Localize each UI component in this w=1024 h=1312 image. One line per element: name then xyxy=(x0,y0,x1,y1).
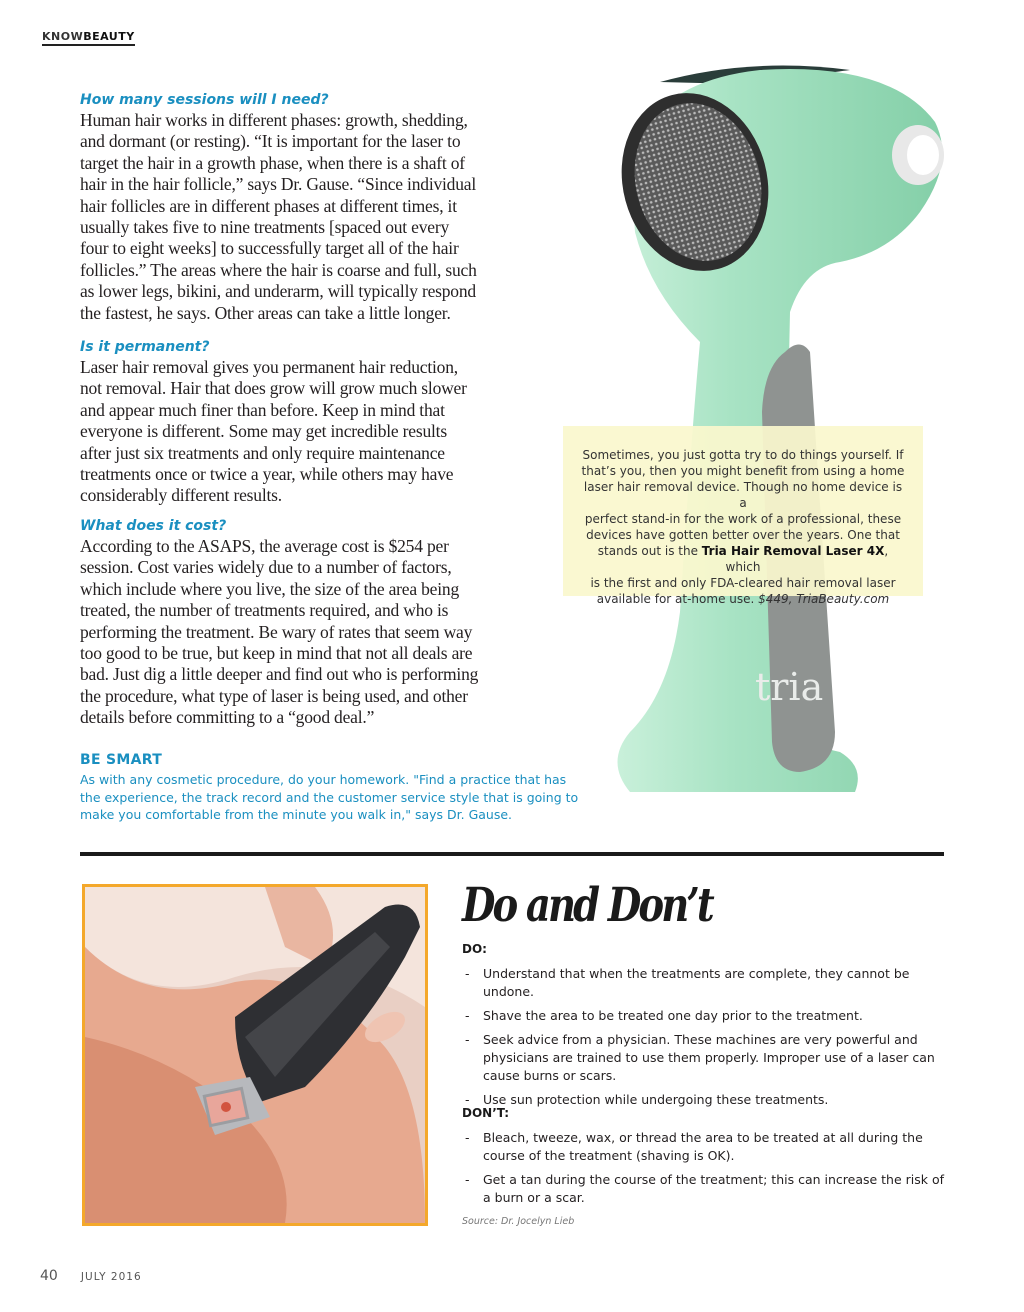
dont-list xyxy=(462,1129,952,1213)
list-item: - Seek advice from a physician. These machines are very powerful and physicians are trained to use them properly. Improper use of a laser can cause burns or scars. xyxy=(465,1032,935,1083)
do-and-dont-title: Do and Don’t xyxy=(462,878,712,933)
page-number: 40 xyxy=(40,1268,58,1284)
question-heading: How many sessions will I need? xyxy=(80,92,329,108)
section-divider xyxy=(80,852,944,856)
treatment-photo xyxy=(82,884,428,1226)
callout-line: perfect stand-in for the work of a professional, these xyxy=(584,512,902,526)
product-price: $449, TriaBeauty.com xyxy=(758,592,890,606)
paragraph-line: Laser hair removal gives you permanent hair reduction, xyxy=(80,357,458,377)
kicker-beauty: BEAUTY xyxy=(83,30,135,43)
do-label: DO: xyxy=(462,942,487,956)
list-item: - Understand that when the treatments are complete, they cannot be undone. xyxy=(465,966,910,999)
paragraph-line: the fastest, he says. Other areas can take a little longer. xyxy=(80,302,451,323)
be-smart-box xyxy=(80,752,580,824)
paragraph-line: which include where you live, the size of the area being xyxy=(80,578,459,599)
list-item-text: Understand that when the treatments are complete, they cannot be undone. xyxy=(483,966,910,999)
callout-line: available for at-home use. xyxy=(596,592,759,606)
paragraph-line: hair in the hair follicle,” says Dr. Gause. “Since individual xyxy=(80,174,477,195)
callout-line: is the first and only FDA-cleared hair removal laser xyxy=(590,576,896,590)
paragraph-line: and appear much finer than before. Keep in mind that xyxy=(80,399,445,420)
paragraph-line: considerably different results. xyxy=(80,485,282,506)
callout-line: that’s you, then you might benefit from using a home xyxy=(581,464,905,478)
paragraph-line: session. Cost varies widely due to a number of factors, xyxy=(80,557,452,578)
be-smart-line: make you comfortable from the minute you walk in," says Dr. Gause. xyxy=(80,807,513,823)
paragraph-line: hair follicles are in different phases at different times, it xyxy=(80,195,457,216)
paragraph-line: as lower legs, bikini, and underarm, will typically respond xyxy=(80,281,476,302)
paragraph-line: treated, the number of treatments required, and who is xyxy=(80,600,449,621)
answer-paragraph xyxy=(80,110,477,324)
section-kicker xyxy=(42,30,135,46)
be-smart-line: the experience, the track record and the customer service style that is going to xyxy=(80,789,579,805)
list-item-text: Shave the area to be treated one day prior to the treatment. xyxy=(483,1008,863,1023)
leg-laser-photo xyxy=(85,887,425,1223)
callout-line: stands out is the xyxy=(597,544,702,558)
section-cost xyxy=(80,516,478,729)
list-item-text: Seek advice from a physician. These machines are very powerful and physicians are trained to use them properly. Improper use of a laser can cause burns or scars. xyxy=(483,1032,935,1083)
callout-line: devices have gotten better over the years. One that xyxy=(586,528,900,542)
answer-paragraph xyxy=(80,357,467,507)
source-credit: Source: Dr. Jocelyn Lieb xyxy=(462,1216,575,1227)
be-smart-text xyxy=(80,771,580,824)
list-item-text: Bleach, tweeze, wax, or thread the area to be treated at all during the course of the treatment (shaving is OK). xyxy=(483,1130,923,1163)
paragraph-line: treatments once or twice a year, while others may have xyxy=(80,464,454,485)
answer-paragraph xyxy=(80,536,478,729)
page-footer xyxy=(40,1265,142,1284)
paragraph-line: According to the ASAPS, the average cost is $254 per xyxy=(80,536,449,556)
product-name: Tria Hair Removal Laser 4X xyxy=(701,544,885,558)
question-heading: What does it cost? xyxy=(80,518,227,534)
paragraph-line: Human hair works in different phases: growth, shedding, xyxy=(80,110,468,130)
paragraph-line: details before committing to a “good deal.” xyxy=(80,707,375,728)
product-callout xyxy=(563,426,923,606)
paragraph-line: performing the treatment. Be wary of rates that seem way xyxy=(80,621,473,642)
be-smart-line: As with any cosmetic procedure, do your homework. "Find a practice that has xyxy=(80,772,567,787)
paragraph-line: follicles.” The areas where the hair is coarse and full, such xyxy=(80,259,477,280)
paragraph-line: not removal. Hair that does grow will grow much slower xyxy=(80,378,467,399)
callout-line: Sometimes, you just gotta try to do things yourself. If xyxy=(582,448,904,462)
be-smart-heading: BE SMART xyxy=(80,752,163,768)
paragraph-line: the procedure, what type of laser is being used, and other xyxy=(80,685,468,706)
list-item-text: Get a tan during the course of the treatment; this can increase the risk of a burn or a scar. xyxy=(483,1172,945,1205)
paragraph-line: after just six treatments and only require maintenance xyxy=(80,442,445,463)
question-heading: Is it permanent? xyxy=(80,339,210,355)
paragraph-line: usually takes five to nine treatments [spaced out every xyxy=(80,217,450,238)
paragraph-line: four to eight weeks] to successfully target all of the hair xyxy=(80,238,459,259)
dont-label: DON’T: xyxy=(462,1106,510,1120)
device-brand-text: tria xyxy=(755,665,824,709)
callout-line: laser hair removal device. Though no home device is a xyxy=(583,480,903,510)
do-list xyxy=(462,965,952,1115)
list-item: - Use sun protection while undergoing these treatments. xyxy=(465,1092,829,1107)
paragraph-line: target the hair in a growth phase, when there is a shaft of xyxy=(80,152,465,173)
list-item-text: Use sun protection while undergoing these treatments. xyxy=(483,1092,829,1107)
paragraph-line: bad. Just dig a little deeper and find out who is performing xyxy=(80,664,479,685)
list-item: - Shave the area to be treated one day prior to the treatment. xyxy=(465,1008,863,1023)
paragraph-line: too good to be true, but keep in mind that not all deals are xyxy=(80,643,473,664)
paragraph-line: and dormant (or resting). “It is important for the laser to xyxy=(80,131,461,152)
callout-line: , which xyxy=(725,544,889,574)
section-permanent xyxy=(80,337,467,507)
kicker-know: KNOW xyxy=(42,30,84,43)
issue-date: JULY 2016 xyxy=(80,1271,142,1283)
list-item: - Bleach, tweeze, wax, or thread the area to be treated at all during the course of the treatment (shaving is OK). xyxy=(465,1130,923,1163)
section-sessions xyxy=(80,90,477,324)
paragraph-line: everyone is different. Some may get incredible results xyxy=(80,421,447,442)
list-item: - Get a tan during the course of the treatment; this can increase the risk of a burn or a scar. xyxy=(465,1172,945,1205)
